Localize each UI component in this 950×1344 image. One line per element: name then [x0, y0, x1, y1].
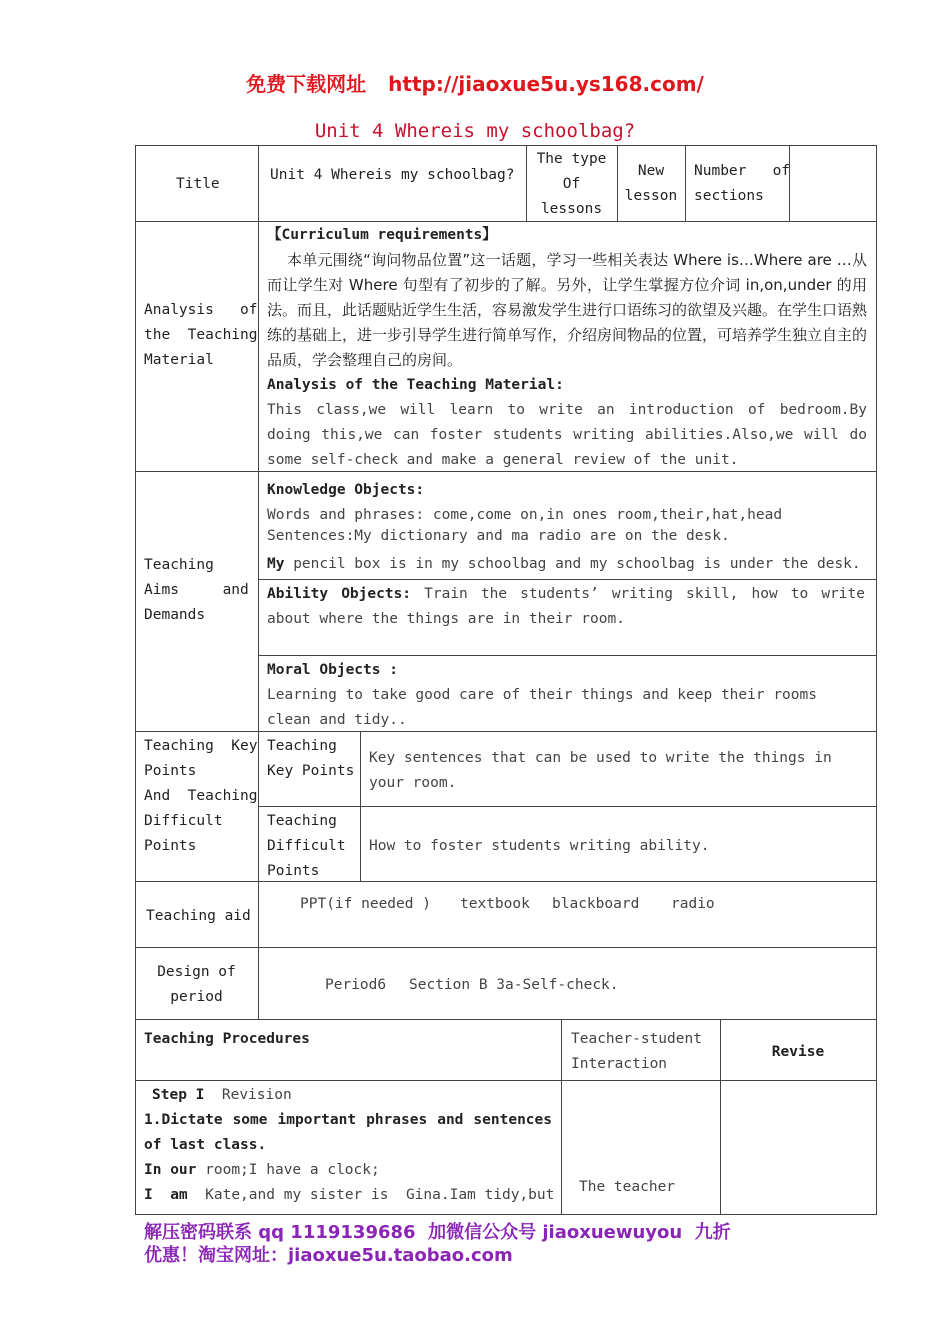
- aid-item-blackboard: blackboard: [552, 896, 640, 912]
- moral-heading: Moral Objects :: [267, 662, 398, 678]
- step-heading: Step I Revision: [152, 1087, 292, 1103]
- knowledge-sentences: Sentences:My dictionary and ma radio are on the desk.: [267, 528, 730, 544]
- material-heading: Analysis of the Teaching Material:: [267, 377, 564, 393]
- header-url-link[interactable]: http://jiaoxue5u.ys168.com/: [388, 72, 704, 96]
- design-section: Section B 3a-Self-check.: [409, 977, 619, 993]
- lesson-type-value: New lesson: [624, 163, 678, 204]
- lesson-type-label: The type Of lessons: [536, 151, 607, 217]
- key-points-text: Key sentences that can be used to write the things in your room.: [369, 750, 832, 791]
- keypoints-label: Teaching Key Points And Teaching Difficult Points: [144, 738, 258, 854]
- aid-item-textbook: textbook: [460, 896, 530, 912]
- curriculum-text: 本单元围绕“询问物品位置”这一话题，学习一些相关表达 Where is…Where are …从而让学生对 Where 句型有了初步的了解。另外，让学生掌握方位介词 in,on,under 的用法。而且，此话题贴近学生生活，容易激发学生进行口语练习的欲望及兴趣。在学生口语熟练的基础上，进一步引导学生进行简单写作，介绍房间物品的位置，可培养学生独立自主的品质，学会整理自己的房间。: [267, 251, 868, 369]
- taobao-link[interactable]: jiaoxue5u.taobao.com: [288, 1245, 513, 1266]
- difficult-points-text: How to foster students writing ability.: [369, 838, 710, 854]
- aid-item-ppt: PPT(if needed ): [300, 896, 431, 912]
- analysis-label: Analysis of the Teaching Material: [144, 302, 258, 368]
- key-points-label: Teaching Key Points: [267, 738, 355, 779]
- teaching-aid-label: Teaching aid: [146, 908, 251, 924]
- knowledge-words: Words and phrases: come,come on,in ones room,their,hat,head: [267, 507, 783, 523]
- knowledge-sentence-2: My pencil box is in my schoolbag and my schoolbag is under the desk.: [267, 556, 861, 572]
- step-line-3: I am Kate,and my sister is Gina.Iam tidy,but: [144, 1187, 555, 1203]
- revise-label: Revise: [771, 1044, 825, 1060]
- curriculum-heading: 【Curriculum requirements】: [267, 227, 497, 243]
- moral-text: Learning to take good care of their things and keep their rooms clean and tidy..: [267, 687, 817, 728]
- interaction-label: Teacher-student Interaction: [571, 1031, 702, 1072]
- design-period: Period6: [325, 977, 387, 993]
- difficult-points-label: Teaching Difficult Points: [267, 813, 346, 879]
- step-line-2: In our room;I have a clock;: [144, 1162, 380, 1178]
- document-title: Unit 4 Whereis my schoolbag?: [314, 120, 636, 142]
- interaction-text: The teacher: [579, 1179, 676, 1195]
- title-label: Title: [176, 176, 220, 192]
- design-label: Design of period: [157, 964, 236, 1005]
- knowledge-heading: Knowledge Objects:: [267, 482, 425, 498]
- procedures-label: Teaching Procedures: [144, 1031, 310, 1047]
- aims-label: Teaching Aims and Demands: [144, 557, 249, 623]
- material-text: This class,we will learn to write an introduction of bedroom.By doing this,we can foster students writing abilities.Also,we will do some self-check and make a general review of the unit.: [267, 402, 867, 468]
- ability-objects: Ability Objects: Train the students’ writing skill, how to write about where the things are in their room.: [267, 586, 865, 627]
- sections-label: Number of sections: [694, 163, 791, 204]
- title-value: Unit 4 Whereis my schoolbag?: [270, 167, 515, 183]
- download-header: [0, 68, 950, 97]
- aid-item-radio: radio: [671, 896, 715, 912]
- step-line-1: 1.Dictate some important phrases and sentences of last class.: [144, 1112, 552, 1153]
- footer-line-2: 优惠！淘宝网址：jiaoxue5u.taobao.com: [144, 1245, 513, 1266]
- header-label: 免费下载网址: [246, 72, 367, 96]
- footer-line-1: 解压密码联系 qq 1119139686 加微信公众号 jiaoxuewuyou 九折: [144, 1222, 731, 1243]
